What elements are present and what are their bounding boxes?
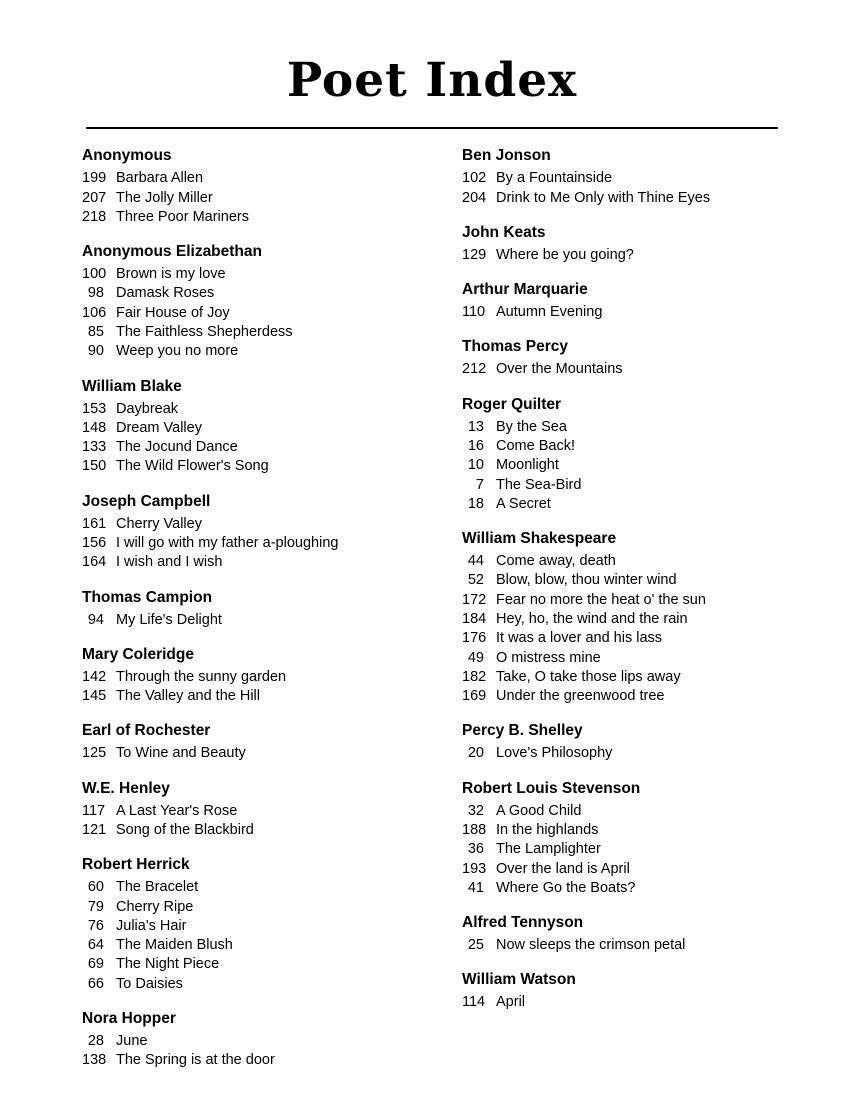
index-entry[interactable] — [462, 418, 782, 437]
entry-page-number: 7 — [475, 476, 484, 493]
index-entry[interactable] — [82, 955, 420, 974]
entry-page-number: 172 — [462, 591, 487, 608]
entry-title: By a Fountainside — [496, 170, 613, 187]
entry-title: My Life's Delight — [116, 611, 222, 628]
entry-title: A Secret — [496, 495, 551, 512]
entry-page-number: 129 — [462, 246, 487, 263]
entry-page-number: 100 — [82, 266, 107, 283]
poet-block — [462, 969, 782, 1012]
page-title: Poet Index — [286, 53, 578, 108]
index-entry[interactable] — [82, 189, 420, 208]
entry-page-number: 13 — [467, 418, 484, 435]
entry-title: The Lamplighter — [496, 841, 601, 858]
entry-title: A Last Year's Rose — [116, 802, 238, 819]
poet-block — [82, 720, 420, 763]
entry-title: Autumn Evening — [496, 304, 603, 321]
entry-title: In the highlands — [496, 821, 599, 838]
poet-block — [82, 241, 420, 361]
poet-block — [462, 336, 782, 379]
entry-title: Julia's Hair — [116, 917, 187, 934]
index-entry[interactable] — [82, 400, 420, 419]
entry-title: The Valley and the Hill — [116, 688, 261, 705]
entry-page-number: 161 — [82, 515, 107, 532]
entry-title: I wish and I wish — [116, 554, 223, 571]
index-entry[interactable] — [82, 342, 420, 361]
entry-title: The Night Piece — [116, 956, 220, 973]
poet-name: Arthur Marquarie — [462, 281, 588, 299]
entry-page-number: 18 — [467, 495, 484, 512]
poet-name: Mary Coleridge — [82, 645, 194, 663]
poet-name: Ben Jonson — [462, 147, 551, 165]
entry-page-number: 102 — [462, 170, 487, 187]
index-entry[interactable] — [82, 553, 420, 572]
entry-title: By the Sea — [496, 418, 567, 435]
poet-name: Joseph Campbell — [82, 492, 211, 510]
index-entry[interactable] — [462, 629, 782, 648]
index-entry[interactable] — [462, 476, 782, 495]
poet-name: Earl of Rochester — [82, 722, 211, 740]
index-entry[interactable] — [462, 936, 782, 955]
entry-title: The Faithless Shepherdess — [116, 324, 293, 341]
poet-name: Roger Quilter — [462, 395, 562, 413]
index-entry[interactable] — [82, 1032, 420, 1051]
poet-block — [82, 1008, 420, 1071]
entry-page-number: 44 — [467, 553, 484, 570]
index-entry[interactable] — [462, 591, 782, 610]
entry-page-number: 193 — [462, 860, 487, 877]
entry-page-number: 32 — [467, 802, 484, 819]
entry-title: O mistress mine — [496, 649, 601, 666]
entry-page-number: 69 — [87, 956, 104, 973]
entry-page-number: 110 — [462, 304, 486, 321]
entry-page-number: 36 — [467, 841, 484, 858]
entry-page-number: 25 — [467, 937, 484, 954]
entry-page-number: 64 — [87, 937, 104, 954]
index-entry[interactable] — [82, 457, 420, 476]
entry-page-number: 16 — [467, 438, 484, 455]
index-entry[interactable] — [462, 821, 782, 840]
index-entry[interactable] — [462, 879, 782, 898]
index-entry[interactable] — [462, 456, 782, 475]
entry-page-number: 117 — [82, 802, 106, 819]
entry-title: Over the land is April — [496, 860, 630, 877]
title-divider — [86, 127, 778, 129]
index-entry[interactable] — [82, 1051, 420, 1070]
index-entry[interactable] — [82, 284, 420, 303]
entry-title: Over the Mountains — [496, 361, 623, 378]
index-entry[interactable] — [82, 534, 420, 553]
entry-title: The Spring is at the door — [116, 1052, 275, 1069]
entry-title: Drink to Me Only with Thine Eyes — [496, 189, 711, 206]
index-entry[interactable] — [82, 744, 420, 763]
index-entry[interactable] — [462, 552, 782, 571]
entry-title: Damask Roses — [116, 285, 215, 302]
poet-name: John Keats — [462, 223, 546, 241]
poet-name: Robert Herrick — [82, 856, 190, 874]
entry-page-number: 148 — [82, 419, 107, 436]
poet-block — [462, 912, 782, 955]
poet-block — [82, 376, 420, 477]
entry-title: April — [496, 994, 526, 1011]
index-entry[interactable] — [82, 515, 420, 534]
poet-name: William Shakespeare — [462, 530, 617, 548]
entry-page-number: 142 — [82, 668, 107, 685]
entry-title: Hey, ho, the wind and the rain — [496, 611, 688, 627]
poet-name: Percy B. Shelley — [462, 722, 583, 740]
entry-title: Come away, death — [496, 553, 616, 570]
entry-title: The Maiden Blush — [116, 937, 233, 954]
index-entry[interactable] — [462, 495, 782, 514]
entry-page-number: 49 — [467, 649, 484, 666]
entry-page-number: 184 — [462, 611, 487, 627]
index-entry[interactable] — [462, 571, 782, 590]
index-columns — [82, 145, 782, 1084]
poet-block — [462, 394, 782, 514]
index-entry[interactable] — [462, 610, 782, 629]
index-entry[interactable] — [82, 975, 420, 994]
entry-title: Under the greenwood tree — [496, 688, 665, 705]
entry-page-number: 169 — [462, 688, 487, 705]
entry-page-number: 114 — [462, 994, 486, 1011]
entry-title: Where Go the Boats? — [496, 879, 636, 896]
entry-title: It was a lover and his lass — [496, 630, 663, 647]
entry-title: Cherry Valley — [116, 515, 202, 532]
index-entry[interactable] — [82, 438, 420, 457]
poet-block — [82, 491, 420, 573]
entry-page-number: 10 — [467, 457, 484, 474]
poet-name: Anonymous — [82, 147, 172, 165]
entry-page-number: 28 — [87, 1032, 104, 1049]
entry-page-number: 125 — [82, 745, 107, 762]
entry-title: Now sleeps the crimson petal — [496, 937, 686, 954]
index-entry[interactable] — [82, 936, 420, 955]
entry-title: Barbara Allen — [116, 170, 204, 187]
entry-page-number: 94 — [87, 611, 104, 628]
entry-title: The Wild Flower's Song — [116, 458, 269, 475]
entry-title: The Bracelet — [116, 879, 199, 896]
entry-title: Come Back! — [496, 438, 575, 455]
poet-block — [82, 587, 420, 630]
entry-title: Fear no more the heat o' the sun — [496, 591, 706, 608]
poet-block — [462, 778, 782, 898]
index-column-left — [82, 145, 432, 1084]
entry-title: Blow, blow, thou winter wind — [496, 572, 677, 589]
entry-title: Love's Philosophy — [496, 745, 613, 762]
index-entry[interactable] — [82, 668, 420, 687]
index-entry[interactable] — [462, 649, 782, 668]
entry-page-number: 150 — [82, 458, 107, 475]
index-entry[interactable] — [82, 878, 420, 897]
entry-title: Daybreak — [116, 400, 179, 417]
index-entry[interactable] — [462, 360, 782, 379]
index-entry[interactable] — [462, 860, 782, 879]
index-entry[interactable] — [462, 687, 782, 706]
index-entry[interactable] — [82, 687, 420, 706]
index-entry[interactable] — [462, 303, 782, 322]
index-column-right — [432, 145, 782, 1026]
poet-block — [462, 720, 782, 763]
index-entry[interactable] — [462, 246, 782, 265]
entry-title: Moonlight — [496, 457, 559, 474]
entry-page-number: 90 — [87, 343, 104, 360]
entry-page-number: 133 — [82, 439, 107, 456]
entry-title: June — [116, 1032, 148, 1049]
poet-block — [82, 778, 420, 841]
index-entry[interactable] — [82, 265, 420, 284]
index-entry[interactable] — [82, 208, 420, 227]
poet-name: William Watson — [462, 971, 576, 989]
entry-page-number: 121 — [82, 821, 107, 838]
poet-name: Robert Louis Stevenson — [462, 779, 641, 797]
index-entry[interactable] — [82, 898, 420, 917]
poet-name: William Blake — [82, 377, 182, 395]
index-entry[interactable] — [82, 304, 420, 323]
entry-title: Dream Valley — [116, 419, 202, 436]
index-entry[interactable] — [462, 993, 782, 1012]
index-entry[interactable] — [82, 323, 420, 342]
poet-name: Thomas Percy — [462, 338, 568, 356]
index-entry[interactable] — [82, 917, 420, 936]
index-entry[interactable] — [82, 419, 420, 438]
entry-page-number: 66 — [87, 975, 104, 992]
entry-page-number: 98 — [87, 285, 104, 302]
entry-title: Brown is my love — [116, 266, 226, 283]
entry-title: Fair House of Joy — [116, 304, 230, 321]
entry-page-number: 188 — [462, 821, 487, 838]
poet-block — [82, 644, 420, 707]
entry-title: Where be you going? — [496, 246, 634, 263]
entry-title: Weep you no more — [116, 343, 239, 360]
poet-block — [462, 222, 782, 265]
poet-block — [462, 145, 782, 208]
index-entry[interactable] — [462, 840, 782, 859]
entry-page-number: 212 — [462, 361, 487, 378]
index-entry[interactable] — [462, 744, 782, 763]
entry-page-number: 176 — [462, 630, 487, 647]
entry-page-number: 204 — [462, 189, 487, 206]
entry-page-number: 145 — [82, 688, 107, 705]
index-entry[interactable] — [462, 668, 782, 687]
poet-name: Anonymous Elizabethan — [82, 243, 262, 261]
entry-title: The Jolly Miller — [116, 189, 213, 206]
entry-title: Take, O take those lips away — [496, 668, 681, 685]
entry-page-number: 199 — [82, 170, 107, 187]
entry-page-number: 164 — [82, 554, 107, 571]
entry-page-number: 182 — [462, 668, 487, 685]
entry-title: Three Poor Mariners — [116, 208, 249, 225]
index-entry[interactable] — [462, 437, 782, 456]
entry-page-number: 20 — [467, 745, 484, 762]
poet-name: Nora Hopper — [82, 1009, 176, 1027]
entry-page-number: 79 — [87, 898, 104, 915]
entry-title: To Wine and Beauty — [116, 745, 246, 762]
index-entry[interactable] — [462, 169, 782, 188]
index-entry[interactable] — [82, 169, 420, 188]
entry-title: I will go with my father a-ploughing — [116, 535, 339, 551]
poet-name: W.E. Henley — [82, 779, 170, 797]
poet-block — [462, 279, 782, 322]
entry-page-number: 156 — [82, 535, 107, 551]
index-entry[interactable] — [82, 802, 420, 821]
entry-title: Cherry Ripe — [116, 898, 194, 915]
entry-page-number: 52 — [467, 572, 484, 589]
entry-title: The Sea-Bird — [496, 476, 582, 493]
poet-name: Thomas Campion — [82, 588, 213, 606]
entry-page-number: 41 — [467, 879, 484, 896]
poet-block — [82, 854, 420, 994]
entry-page-number: 60 — [87, 879, 104, 896]
entry-page-number: 153 — [82, 400, 107, 417]
index-entry[interactable] — [462, 189, 782, 208]
entry-page-number: 138 — [82, 1052, 107, 1069]
entry-page-number: 106 — [82, 304, 107, 321]
poet-name: Alfred Tennyson — [462, 914, 584, 932]
entry-page-number: 218 — [82, 208, 107, 225]
poet-block — [462, 528, 782, 706]
entry-page-number: 207 — [82, 189, 107, 206]
entry-title: A Good Child — [496, 802, 582, 819]
entry-title: Through the sunny garden — [116, 668, 287, 685]
entry-title: The Jocund Dance — [116, 439, 238, 456]
entry-title: Song of the Blackbird — [116, 821, 254, 838]
index-entry[interactable] — [82, 821, 420, 840]
entry-page-number: 85 — [87, 324, 104, 341]
poet-block — [82, 145, 420, 227]
entry-title: To Daisies — [116, 975, 183, 992]
index-entry[interactable] — [462, 802, 782, 821]
index-entry[interactable] — [82, 611, 420, 630]
entry-page-number: 76 — [87, 917, 104, 934]
